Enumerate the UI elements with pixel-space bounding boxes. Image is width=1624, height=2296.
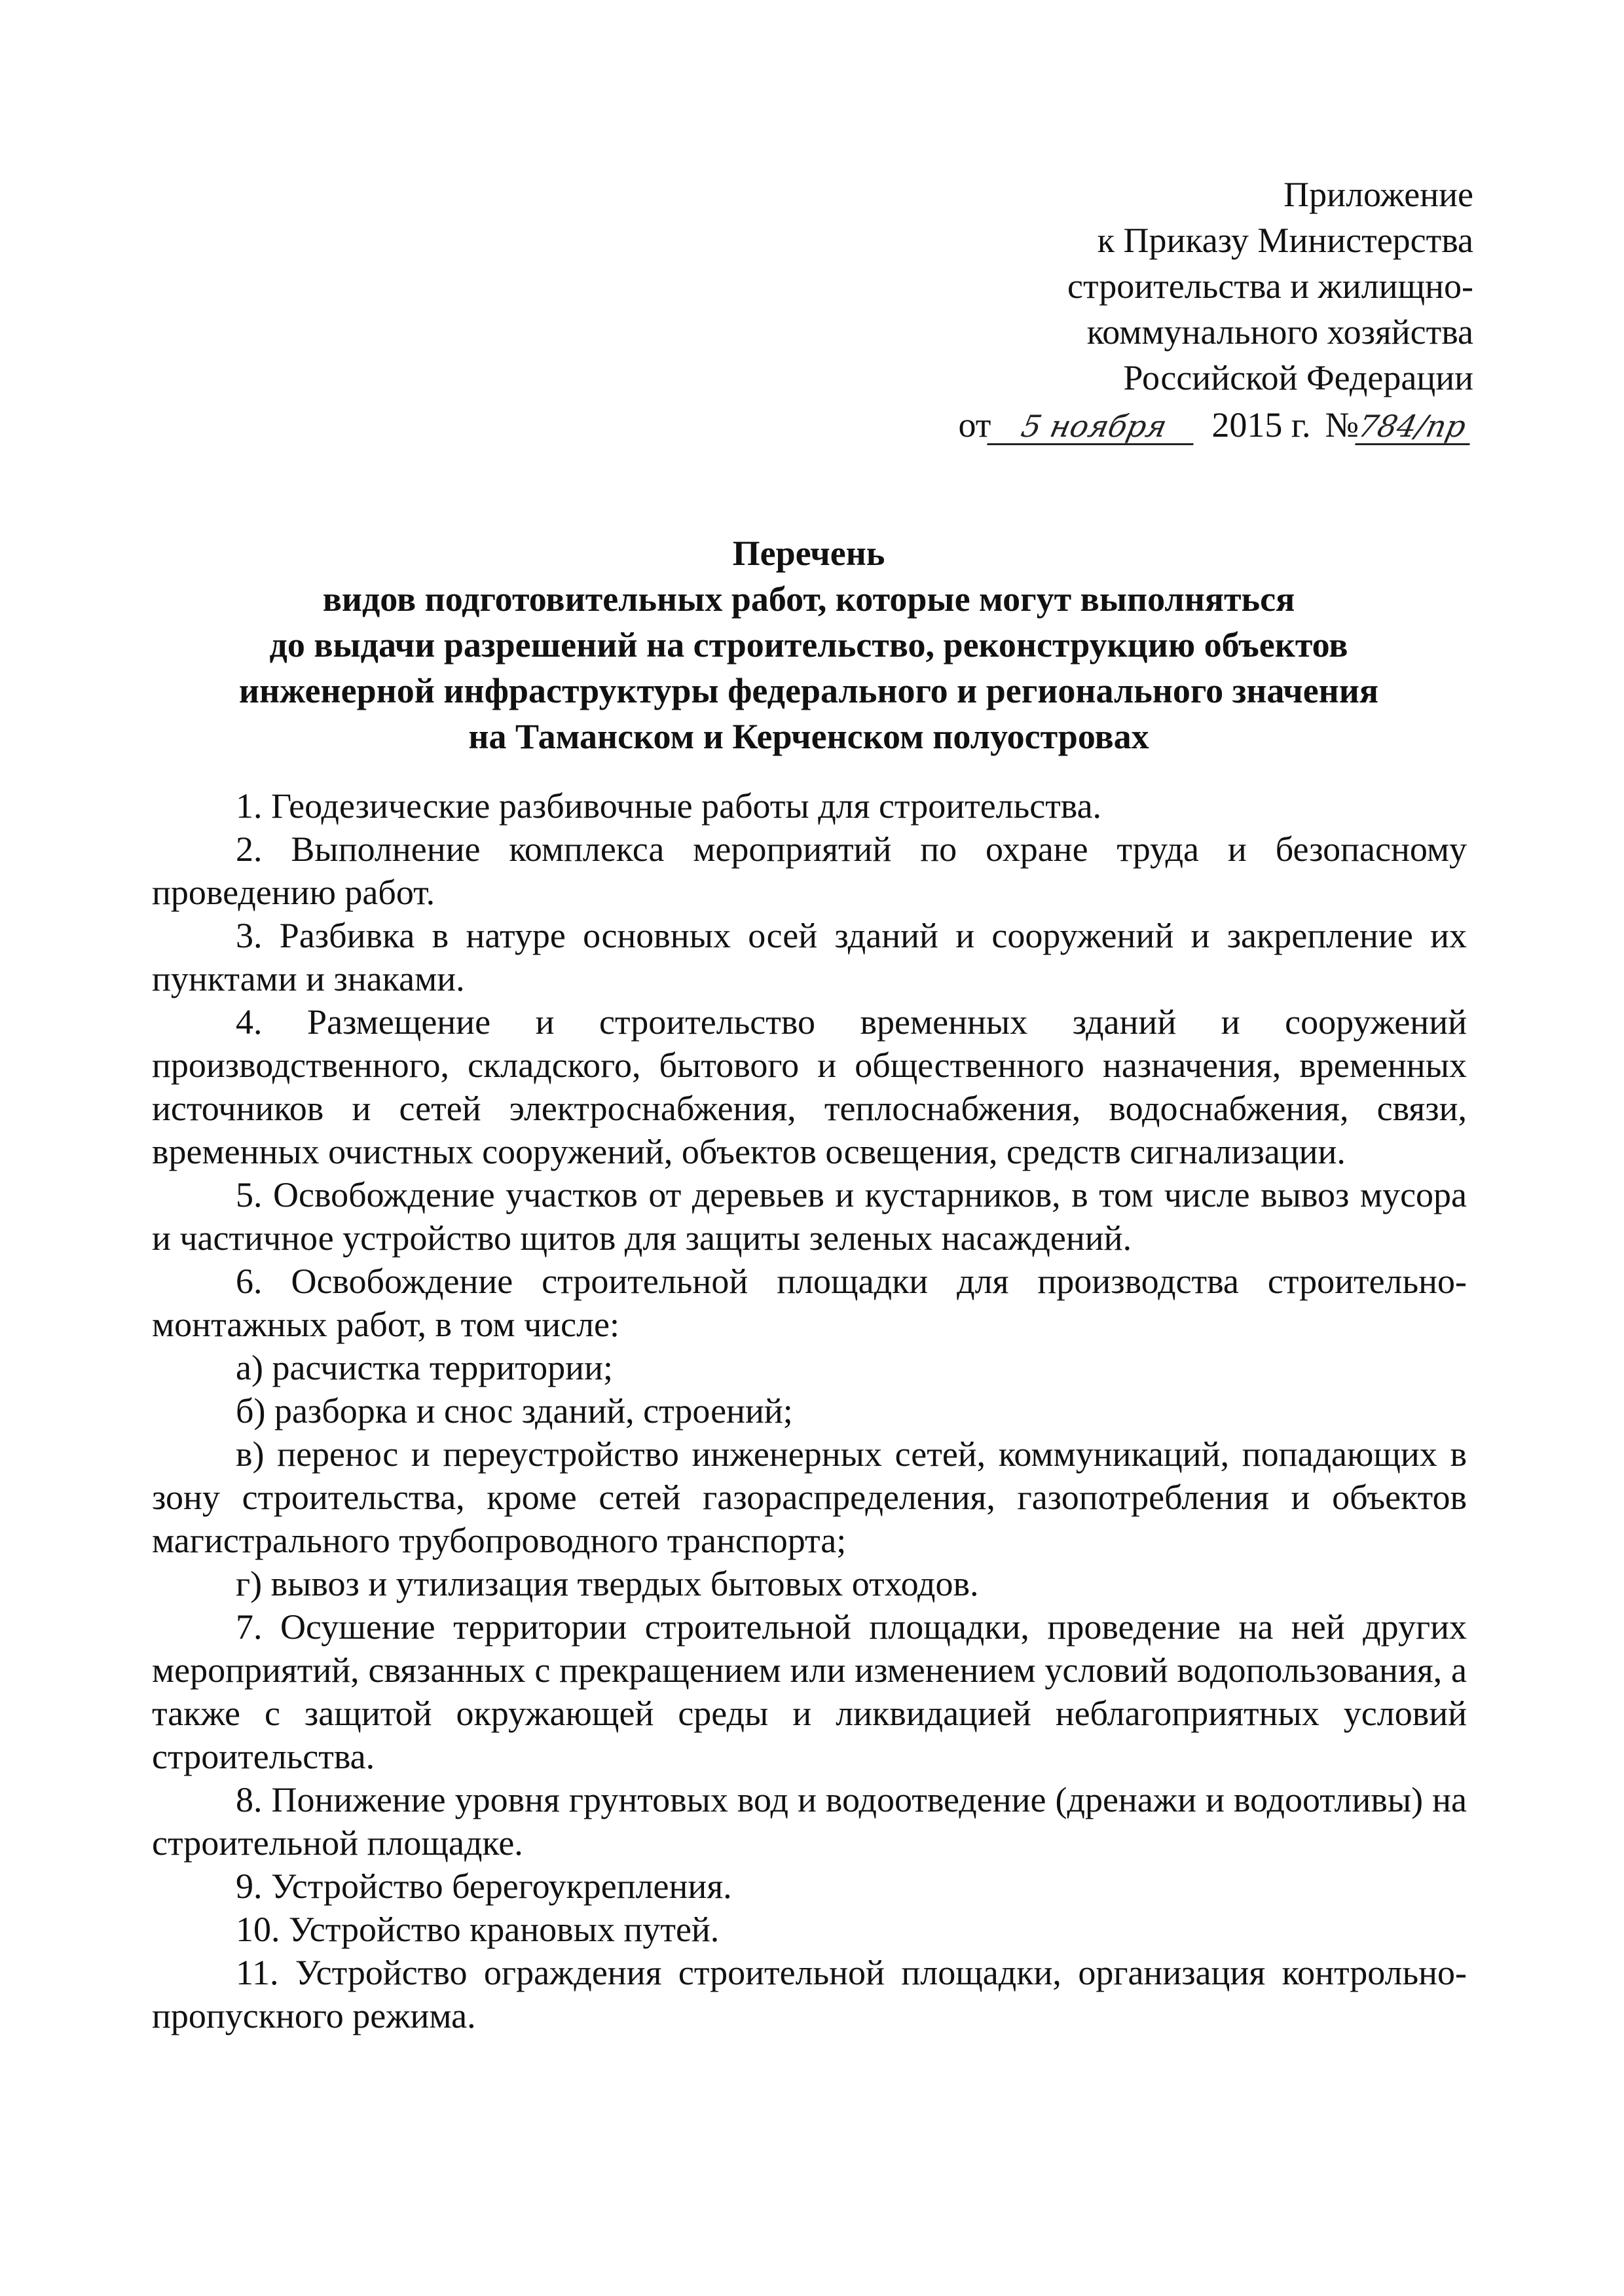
handwritten-date: 5 ноября [987,409,1202,445]
order-date-line [819,402,1473,448]
list-item: 10. Устройство крановых путей. [236,1910,720,1949]
list-item: 1. Геодезические разбивочные работы для строительства. [236,786,1102,826]
approval-line: коммунального хозяйства [1086,312,1473,352]
approval-line: Российской Федерации [1123,358,1473,397]
list-subitem: в) перенос и переустройство инженерных сетей, коммуникаций, попадающих в зону строительства, кроме сетей газораспределения, газопотребления и объектов магистрального трубопроводного транспорта; [152,1434,1467,1560]
approval-line: к Приказу Министерства [1097,221,1473,260]
approval-block [819,172,1473,448]
date-prefix: от [958,405,991,445]
approval-line: Приложение [1283,175,1473,214]
title-line: Перечень [732,534,885,573]
list-item: 2. Выполнение комплекса мероприятий по охране труда и безопасному проведению работ. [152,829,1467,912]
list-item: 9. Устройство берегоукрепления. [236,1867,732,1906]
number-sign: № [1325,405,1359,445]
title-line: до выдачи разрешений на строительство, реконструкцию объектов [269,625,1348,665]
order-year: 2015 г. [1211,405,1311,445]
list-subitem: г) вывоз и утилизация твердых бытовых отходов. [236,1564,979,1603]
handwritten-order-number: 784/пр [1355,409,1477,445]
list-item: 8. Понижение уровня грунтовых вод и водоотведение (дренажи и водоотливы) на строительной площадке. [152,1780,1467,1863]
document-title [151,530,1467,759]
list-item: 3. Разбивка в натуре основных осей зданий и сооружений и закрепление их пунктами и знаками. [152,916,1467,998]
title-line: на Таманском и Керченском полуостровах [468,717,1149,756]
list-item: 4. Размещение и строительство временных зданий и сооружений производственного, складского, бытового и общественного назначения, временных источников и сетей электроснабжения, теплоснабжения, водоснабжения, связи, временных очистных сооружений, объектов освещения, средств сигнализации. [152,1002,1467,1171]
list-subitem: б) разборка и снос зданий, строений; [236,1391,793,1430]
title-line: инженерной инфраструктуры федерального и регионального значения [238,671,1379,710]
list-subitem: а) расчистка территории; [236,1348,613,1387]
list-item: 6. Освобождение строительной площадки для производства строительно-монтажных работ, в том числе: [152,1262,1467,1344]
works-list [152,784,1467,2037]
list-item: 7. Осушение территории строительной площадки, проведение на ней других мероприятий, связанных с прекращением или изменением условий водопользования, а также с защитой окружающей среды и ликвидацией неблагоприятных условий строительства. [152,1607,1467,1776]
approval-line: строительства и жилищно- [1067,266,1473,306]
list-item: 11. Устройство ограждения строительной площадки, организация контрольно-пропускного режима. [152,1953,1467,2035]
list-item: 5. Освобождение участков от деревьев и кустарников, в том числе вывоз мусора и частичное устройство щитов для защиты зеленых насаждений. [152,1175,1467,1258]
title-line: видов подготовительных работ, которые могут выполняться [322,579,1295,619]
